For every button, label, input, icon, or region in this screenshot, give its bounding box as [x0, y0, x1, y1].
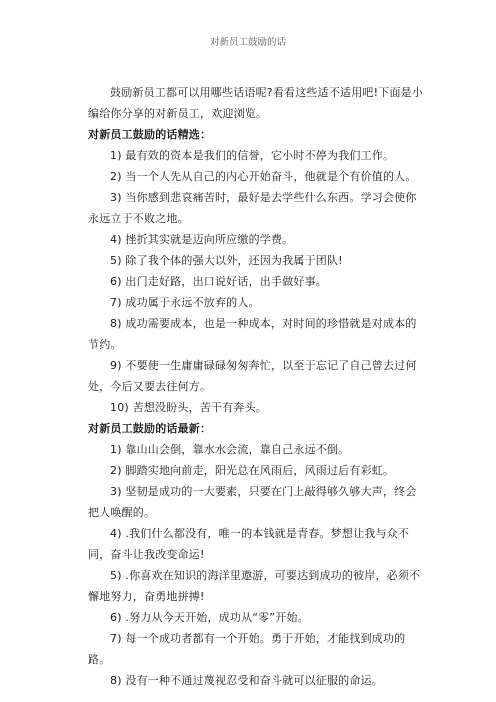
section-heading-latest: 对新员工鼓励的话最新：: [88, 422, 212, 435]
list-item: 1) 最有效的资本是我们的信誉，它小时不停为我们工作。: [110, 149, 395, 162]
list-item: 7) 每一个成功者都有一个开始。勇于开始，才能找到成功的路。: [88, 632, 406, 666]
list-item: 6) 出门走好路，出口说好话，出手做好事。: [110, 275, 327, 288]
list-item: 4) .我们什么都没有，唯一的本钱就是青春。梦想让我与众不同，奋斗让我改变命运!: [88, 527, 410, 561]
page-title: 对新员工鼓励的话: [209, 37, 286, 48]
list-item: 10) 苦想没盼头，苦干有奔头。: [110, 401, 267, 414]
list-item: 6) .努力从今天开始，成功从“零”开始。: [110, 611, 309, 624]
list-item: 8) 成功需要成本，也是一种成本，对时间的珍惜就是对成本的节约。: [88, 317, 417, 351]
list-item: 5) .你喜欢在知识的海洋里遨游，可要达到成功的彼岸，必须不懈地努力，奋勇地拼搏!: [88, 569, 421, 603]
list-item: 3) 当你感到悲哀痛苦时，最好是去学些什么东西。学习会使你永远立于不败之地。: [88, 191, 417, 225]
list-item: 1) 靠山山会倒，靠水水会流，靠自己永远不倒。: [110, 443, 350, 456]
list-item: 5) 除了我个体的强大以外，还因为我属于团队!: [110, 254, 343, 267]
section-heading-selected: 对新员工鼓励的话精选：: [88, 128, 212, 141]
list-item: 2) 脚踏实地向前走，阳光总在风雨后，风雨过后有彩虹。: [110, 464, 395, 477]
list-item: 8) 没有一种不通过蔑视忍受和奋斗就可以征服的命运。: [110, 674, 383, 687]
list-item: 3) 坚韧是成功的一大要素，只要在门上敲得够久够大声，终会把人唤醒的。: [88, 485, 417, 519]
list-item: 9) 不要使一生庸庸碌碌匆匆奔忙，以至于忘记了自己曾去过何处，今后又要去往何方。: [88, 359, 417, 393]
list-item: 7) 成功属于永远不放弃的人。: [110, 296, 260, 309]
document-body: [88, 82, 426, 691]
list-item: 4) 挫折其实就是迈向所应缴的学费。: [110, 233, 294, 246]
intro-paragraph: 鼓励新员工都可以用哪些话语呢?看看这些适不适用吧!下面是小编给你分享的对新员工，欢迎浏览。: [88, 86, 424, 120]
list-item: 2) 当一个人先从自己的内心开始奋斗，他就是个有价值的人。: [110, 170, 417, 183]
